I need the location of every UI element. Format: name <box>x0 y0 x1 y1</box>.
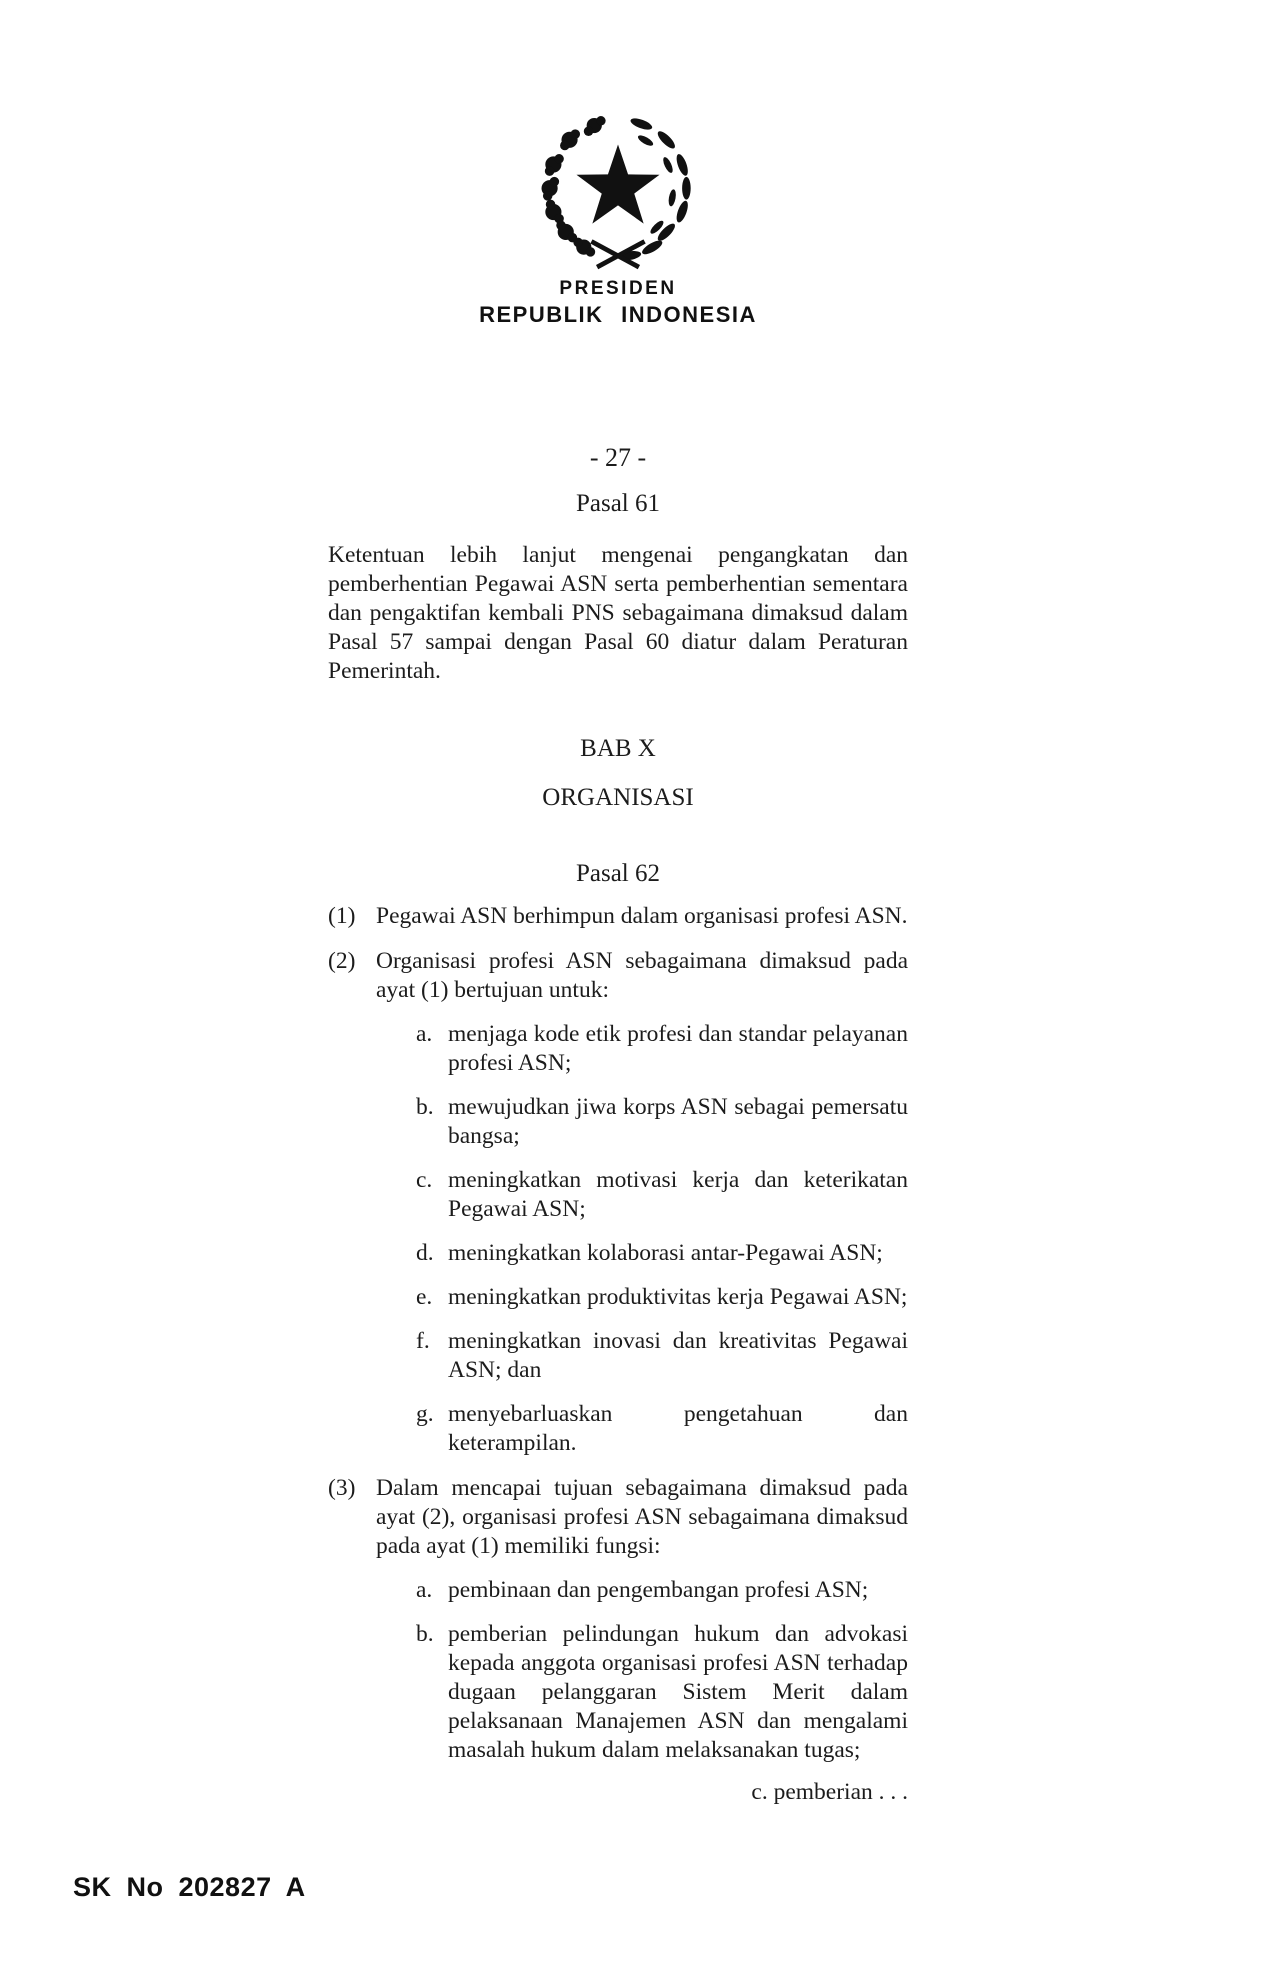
ayat-row <box>328 902 908 931</box>
list-item <box>416 1166 908 1224</box>
list-item-marker: d. <box>416 1240 434 1266</box>
pasal61-body: Ketentuan lebih lanjut mengenai pengangkatan dan pemberhentian Pegawai ASN serta pemberhentian sementara dan pengaktifan kembali PNS sebagaimana dimaksud dalam Pasal 57 sampai dengan Pasal 60 diatur dalam Peraturan Pemerintah. <box>328 542 908 684</box>
ayat-row <box>328 947 908 1458</box>
catchword: c. pemberian . . . <box>751 1779 908 1805</box>
letterhead-line1: PRESIDEN <box>559 278 677 299</box>
list-item-marker: g. <box>416 1401 434 1427</box>
list-item-marker: b. <box>416 1094 434 1120</box>
list-item-text: meningkatkan produktivitas kerja Pegawai ASN; <box>448 1284 908 1310</box>
list-item-text: meningkatkan motivasi kerja dan keterikatan Pegawai ASN; <box>448 1167 908 1222</box>
list-item-marker: e. <box>416 1284 433 1310</box>
list-item-text: menyebarluaskan pengetahuan dan keterampilan. <box>448 1401 908 1456</box>
list-item-text: mewujudkan jiwa korps ASN sebagai pemersatu bangsa; <box>448 1094 908 1149</box>
pasal62-heading: Pasal 62 <box>575 860 661 887</box>
list-item <box>416 1620 908 1765</box>
ayat-marker: (3) <box>328 1475 356 1501</box>
list-item-text: meningkatkan kolaborasi antar-Pegawai ASN; <box>448 1240 883 1266</box>
list-item <box>416 1239 908 1268</box>
list-item <box>416 1020 908 1078</box>
list-item-marker: c. <box>416 1167 433 1193</box>
ayat-row <box>328 1474 908 1765</box>
list-item-text: pemberian pelindungan hukum dan advokasi kepada anggota organisasi profesi ASN terhadap dugaan pelanggaran Sistem Merit dalam pelaksanaan Manajemen ASN dan mengalami masalah hukum dalam melaksanakan tugas; <box>448 1621 908 1763</box>
list-item <box>416 1400 908 1458</box>
list-item <box>416 1283 908 1312</box>
list-item-marker: b. <box>416 1621 434 1647</box>
list-item-text: menjaga kode etik profesi dan standar pelayanan profesi ASN; <box>448 1021 908 1076</box>
ayat-text: Pegawai ASN berhimpun dalam organisasi profesi ASN. <box>376 903 908 929</box>
content-column <box>328 0 908 1807</box>
presidential-emblem-icon <box>523 112 713 274</box>
ayat-text: Organisasi profesi ASN sebagaimana dimaksud pada ayat (1) bertujuan untuk: <box>376 948 908 1003</box>
list-item <box>416 1576 908 1605</box>
list-item <box>416 1327 908 1385</box>
list-item-marker: a. <box>416 1577 433 1603</box>
footer-serial-number: SK No 202827 A <box>73 1872 306 1902</box>
letterhead-line2: REPUBLIK INDONESIA <box>479 302 757 327</box>
list-item <box>416 1093 908 1151</box>
ayat-marker: (1) <box>328 903 356 929</box>
page-number: - 27 - <box>589 443 647 472</box>
ayat-text: Dalam mencapai tujuan sebagaimana dimaksud pada ayat (2), organisasi profesi ASN sebagaimana dimaksud pada ayat (1) memiliki fungsi: <box>376 1475 908 1559</box>
ayat-marker: (2) <box>328 948 356 974</box>
bab-number: BAB X <box>580 735 656 762</box>
list-item-text: pembinaan dan pengembangan profesi ASN; <box>448 1577 869 1603</box>
bab-title: ORGANISASI <box>542 784 694 811</box>
list-item-marker: f. <box>416 1328 430 1354</box>
list-item-text: meningkatkan inovasi dan kreativitas Pegawai ASN; dan <box>448 1328 908 1383</box>
pasal61-heading: Pasal 61 <box>575 490 661 517</box>
pasal62-list <box>328 902 908 1765</box>
list-item-marker: a. <box>416 1021 433 1047</box>
